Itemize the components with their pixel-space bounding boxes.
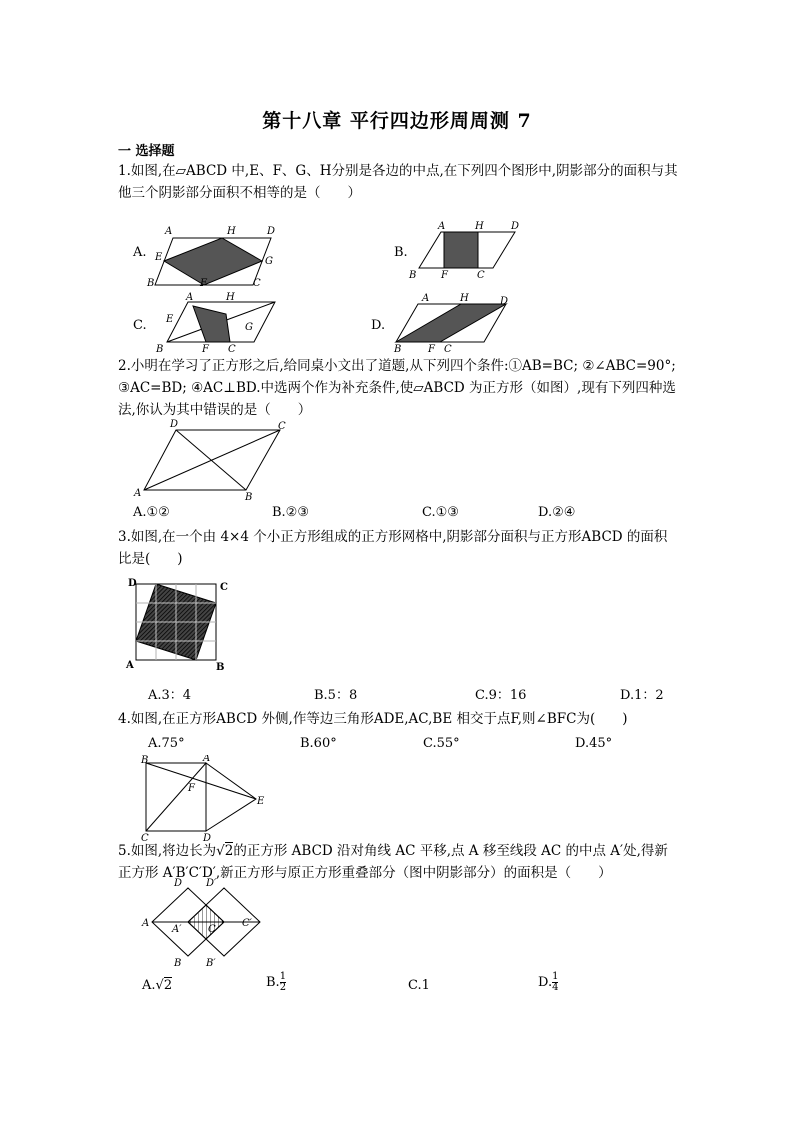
svg-text:H: H	[227, 226, 236, 237]
q5-option-d: D. $\frac{1}{4}$	[538, 971, 559, 993]
svg-text:C: C	[253, 278, 261, 289]
svg-text:A: A	[165, 226, 173, 237]
q3-option-a: A.3：4	[148, 688, 192, 703]
q2-figure	[128, 418, 293, 502]
svg-text:C: C	[220, 582, 228, 593]
svg-text:D: D	[128, 578, 137, 589]
q5-figure	[138, 876, 263, 968]
page-title: 第十八章 平行四边形周周测 7	[262, 110, 532, 132]
svg-text:B: B	[141, 755, 149, 766]
svg-text:A: A	[422, 293, 430, 304]
question-1-text: 1.如图,在▱ABCD 中,E、F、G、H分别是各边的中点,在下列四个图形中,阴影部分的面积与其他三个阴影部分面积不相等的是（ ）	[118, 163, 678, 201]
svg-text:D: D	[203, 833, 212, 843]
svg-text:A: A	[438, 221, 446, 232]
svg-text:C: C	[278, 421, 286, 432]
svg-text:D′: D′	[206, 878, 217, 889]
svg-text:G: G	[245, 322, 253, 333]
q2-option-d: D.②④	[538, 505, 576, 520]
section-heading: 一 选择题	[118, 144, 175, 159]
svg-text:D: D	[170, 419, 179, 430]
svg-text:F: F	[428, 344, 435, 354]
q4-option-a: A.75°	[148, 736, 185, 751]
q1-figure-b	[405, 220, 535, 282]
q3-option-b: B.5：8	[314, 688, 358, 703]
svg-text:B: B	[147, 278, 155, 289]
q4-figure	[136, 755, 266, 843]
q1-figure-d	[388, 292, 528, 354]
q4-option-b: B.60°	[300, 736, 337, 751]
q4-option-c: C.55°	[423, 736, 460, 751]
svg-text:E: E	[155, 252, 163, 263]
q3-option-d: D.1：2	[620, 688, 664, 703]
svg-text:H: H	[226, 292, 235, 303]
svg-text:A: A	[126, 660, 134, 671]
q4-option-d: D.45°	[575, 736, 613, 751]
svg-text:A: A	[134, 488, 142, 499]
q2-option-c: C.①③	[422, 505, 459, 520]
svg-text:B: B	[174, 958, 182, 968]
svg-text:H: H	[475, 221, 484, 232]
q2-option-a: A.①②	[133, 505, 170, 520]
q2-option-b: B.②③	[272, 505, 309, 520]
svg-text:E: E	[257, 796, 265, 807]
q5-option-a: A.√2	[142, 978, 173, 993]
svg-text:B: B	[409, 270, 417, 281]
svg-text:G: G	[265, 256, 273, 267]
svg-text:H: H	[460, 293, 469, 304]
svg-text:B′: B′	[206, 958, 216, 968]
question-2-text: 2.小明在学习了正方形之后,给同桌小文出了道题,从下列四个条件:①AB=BC; ②∠ABC=90°; ③AC=BD; ④AC⊥BD.中选两个作为补充条件,使▱ABCD 为正方形（如图）,现有下列四种选法,你认为其中错误的是（ ）	[118, 358, 676, 418]
svg-text:B: B	[156, 344, 164, 354]
svg-text:C′: C′	[242, 918, 252, 929]
svg-text:B: B	[245, 492, 253, 502]
q1-option-b: B.	[394, 245, 408, 260]
svg-text:A: A	[203, 755, 211, 764]
q5-option-b: B. $\frac{1}{2}$	[266, 971, 287, 993]
q1-figure-a	[143, 220, 283, 290]
q5-option-c: C.1	[408, 978, 430, 993]
q1-option-a: A.	[133, 245, 147, 260]
svg-text:C: C	[208, 924, 216, 935]
svg-text:A: A	[142, 918, 150, 929]
q1-option-c: C.	[133, 318, 147, 333]
question-3-text: 3.如图,在一个由 4×4 个小正方形组成的正方形网格中,阴影部分面积与正方形ABCD 的面积比是( )	[118, 529, 668, 567]
sqrt-sign: √	[216, 843, 225, 859]
question-5-text: 5.如图,将边长为√2的正方形 ABCD 沿对角线 AC 平移,点 A 移至线段 AC 的中点 A′处,得新正方形 A′B′C′D′,新正方形与原正方形重叠部分（图中阴影部分）的面积是（ ）	[118, 843, 668, 881]
svg-text:B: B	[216, 662, 225, 672]
svg-text:C: C	[141, 833, 149, 843]
svg-text:A: A	[186, 292, 194, 303]
svg-text:C: C	[228, 344, 236, 354]
svg-text:E: E	[166, 314, 174, 325]
q1-figure-c	[150, 292, 290, 354]
svg-text:C: C	[444, 344, 452, 354]
svg-text:F: F	[200, 278, 207, 289]
svg-text:F: F	[188, 783, 195, 794]
svg-text:D: D	[500, 296, 509, 307]
svg-text:F: F	[202, 344, 209, 354]
svg-text:A′: A′	[172, 924, 182, 935]
q3-option-c: C.9：16	[475, 688, 527, 703]
q3-figure	[122, 578, 234, 672]
svg-text:C: C	[477, 270, 485, 281]
svg-text:D: D	[267, 226, 276, 237]
svg-text:B: B	[394, 344, 402, 354]
q1-option-d: D.	[371, 318, 386, 333]
svg-text:D: D	[511, 221, 520, 232]
svg-text:F: F	[441, 270, 448, 281]
question-4-text: 4.如图,在正方形ABCD 外侧,作等边三角形ADE,AC,BE 相交于点F,则∠BFC为( )	[118, 711, 628, 727]
svg-text:D: D	[174, 878, 183, 889]
